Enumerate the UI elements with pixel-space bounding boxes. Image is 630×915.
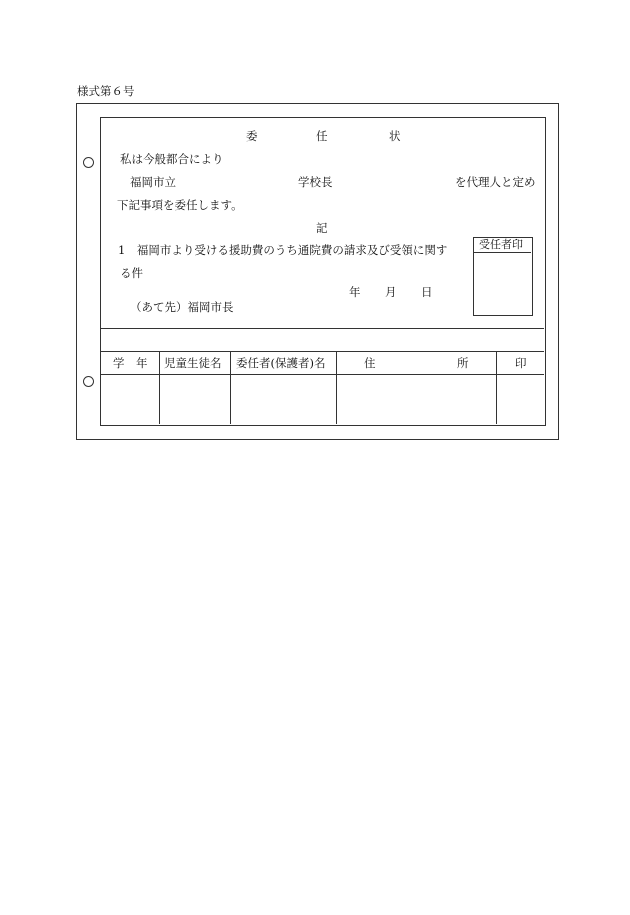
city-school-label: 福岡市立 bbox=[130, 175, 176, 189]
header-address-b: 所 bbox=[457, 356, 469, 370]
table-header-top-line bbox=[100, 351, 544, 352]
table-col-divider-3 bbox=[336, 351, 337, 424]
header-grade-a: 学 bbox=[113, 356, 125, 370]
table-col-divider-2 bbox=[230, 351, 231, 424]
ki-heading: 記 bbox=[316, 221, 328, 235]
title-char-2: 任 bbox=[316, 129, 328, 143]
header-grade-b: 年 bbox=[136, 356, 148, 370]
addressee: （あて先）福岡市長 bbox=[130, 300, 234, 314]
seal-box-label: 受任者印 bbox=[479, 238, 523, 251]
seal-box-divider bbox=[473, 252, 531, 253]
body-line-3: 下記事項を委任します。 bbox=[117, 198, 243, 212]
header-delegator-name: 委任者(保護者)名 bbox=[236, 356, 326, 370]
form-number: 様式第６号 bbox=[77, 84, 135, 98]
item-1-line-b: る件 bbox=[120, 266, 143, 280]
header-student-name: 児童生徒名 bbox=[164, 356, 222, 370]
table-header-bottom-line bbox=[100, 374, 544, 375]
header-address-a: 住 bbox=[364, 356, 376, 370]
item-1-line-a: 1 福岡市より受ける援助費のうち通院費の請求及び受領に関す bbox=[118, 243, 448, 257]
table-col-divider-1 bbox=[159, 351, 160, 424]
table-top-line bbox=[100, 328, 544, 329]
header-seal: 印 bbox=[515, 356, 527, 370]
binder-hole-top bbox=[83, 157, 94, 168]
appoint-agent-text: を代理人と定め bbox=[455, 175, 536, 189]
binder-hole-bottom bbox=[83, 376, 94, 387]
body-line-1: 私は今般都合により bbox=[120, 152, 224, 166]
table-col-divider-4 bbox=[496, 351, 497, 424]
title-char-3: 状 bbox=[389, 129, 401, 143]
school-principal-label: 学校長 bbox=[298, 175, 333, 189]
title-char-1: 委 bbox=[246, 129, 258, 143]
date-year: 年 bbox=[349, 285, 361, 299]
date-day: 日 bbox=[421, 285, 433, 299]
date-month: 月 bbox=[385, 285, 397, 299]
